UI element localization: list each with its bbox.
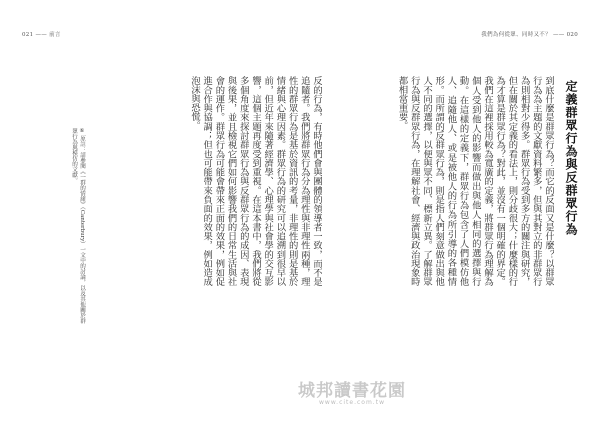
- section-heading: 定義群眾行為與反群眾行為: [564, 80, 578, 236]
- right-page-body: 到底什麼是群眾行為？而它的反面又是什麼？以群眾行為為主題的文獻資料繁多，但與其對立的非群眾行為則相對少得多。群眾行為受到多方的關注與研究，但在關於其定義的看法上，則分歧很大；什麼樣的行為才算是群眾行為？對此，並沒有一個明確的界定。我們在這裡採用較為寬廣的定義，將群眾行為理解為個人受到他人的影響而做出與他人相同的選擇與行動。在這樣的定義下，群眾行為包含了人們模仿他人、追隨他人、或是被他人的行為所引導的各種情形。而所謂的反群眾行為，則是指人們刻意做出與他人不同的選擇，以便與眾不同、標新立異。了解群眾行為與反群眾行為，在理解社會、經濟與政治現象時都相當重要。: [396, 76, 554, 286]
- watermark-url: www.cite.com.tw: [319, 399, 385, 406]
- left-page-body: 反的行為，有時他們會與團體的領導者一致，而不是追隨者。我們將群眾行為分為理性與非理性兩種，理性的群眾行為是基於資訊的考量，非理性的則是基於情緒與心理因素。群眾行為的研究可以追溯到很早以前，但近年來隨著經濟學、心理學與社會學的交互影響，這個主題再度受到重視。在這本書中，我們將從多個角度來探討群眾行為與反群眾行為的成因、表現與後果，並且檢視它們如何影響我們的日常生活與社會的運作。群眾行為可能會帶來正面的效果，例如促進合作與協調；但也可能帶來負面的效果，例如造成泡沫與恐慌。: [188, 76, 322, 286]
- watermark-logo-text: 城邦讀書花園: [298, 381, 406, 401]
- footnote: ⑥ 原註：請參閱《一群的情緒》（Canterbury）一文中的討論，以及其他關於群眾行為與模仿的文獻。: [71, 128, 85, 324]
- left-page-header: 021 —— 前言: [22, 32, 61, 38]
- right-page-header: 我們為何從眾、同時又不？ —— 020: [481, 32, 578, 38]
- watermark: [282, 376, 422, 416]
